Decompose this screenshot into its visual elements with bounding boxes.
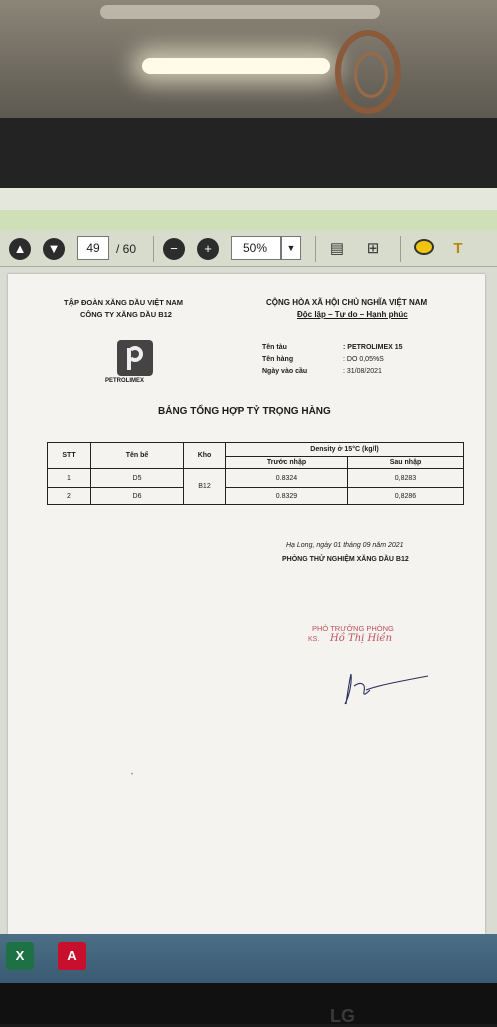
signature-icon	[336, 670, 431, 710]
cell-before: 0.8329	[226, 488, 348, 505]
background-room	[0, 0, 497, 118]
header-before: Trước nhập	[226, 457, 348, 469]
department: PHÒNG THỬ NGHIỆM XĂNG DẦU B12	[282, 556, 409, 563]
petrolimex-logo-icon	[117, 340, 153, 376]
cell-stt: 2	[48, 488, 91, 505]
signer-prefix: KS.	[308, 636, 320, 643]
cell-after: 0,8283	[348, 469, 464, 488]
page-count: / 60	[116, 242, 137, 256]
meta-value: : 31/08/2021	[343, 368, 382, 375]
table-row	[48, 488, 464, 505]
monitor-top-bezel	[0, 118, 497, 188]
cell-before: 0.8324	[226, 469, 348, 488]
density-table	[47, 442, 464, 505]
cell-after: 0,8286	[348, 488, 464, 505]
save-icon[interactable]: ▤	[329, 240, 345, 257]
cell-stt: 1	[48, 469, 91, 488]
comment-icon[interactable]	[414, 239, 434, 255]
meta-label: Ngày vào cầu	[262, 368, 308, 375]
toolbar-divider	[153, 236, 154, 262]
meta-value: : DO 0,05%S	[343, 356, 384, 363]
ceiling-lamp	[142, 58, 330, 74]
header-after: Sau nhập	[348, 457, 464, 469]
meta-label: Tên tàu	[262, 344, 287, 351]
page-dot: •	[131, 772, 134, 778]
monitor-bottom-bezel	[0, 983, 497, 1024]
ceiling-light-reflection	[100, 5, 380, 19]
org-left-line1: TẬP ĐOÀN XĂNG DẦU VIỆT NAM	[64, 298, 184, 307]
org-left-line2: CÔNG TY XĂNG DẦU B12	[80, 310, 172, 319]
wall-ornament	[335, 30, 401, 114]
signer-name: Hồ Thị Hiền	[330, 633, 393, 644]
pdf-toolbar	[0, 230, 497, 267]
pdf-icon[interactable]: A	[58, 942, 86, 970]
zoom-value: 50%	[243, 241, 268, 255]
header-kho: Kho	[184, 443, 226, 469]
page-number-input[interactable]: 49	[77, 236, 109, 260]
fit-page-icon[interactable]: ⊞	[366, 240, 380, 257]
header-tank: Tên bể	[91, 443, 184, 469]
zoom-select[interactable]	[231, 236, 281, 260]
header-stt: STT	[48, 443, 91, 469]
toolbar-divider	[315, 236, 316, 262]
org-right-line1: CỘNG HÒA XÃ HỘI CHỦ NGHĨA VIỆT NAM	[266, 298, 428, 307]
cell-kho: B12	[184, 469, 226, 505]
cell-tank: D6	[91, 488, 184, 505]
monitor-brand-logo: LG	[330, 1006, 355, 1026]
meta-value: : PETROLIMEX 15	[343, 344, 403, 351]
screen	[0, 188, 497, 983]
signer-position: PHÓ TRƯỞNG PHÒNG	[312, 624, 394, 633]
highlight-text-icon[interactable]: T	[453, 240, 463, 257]
excel-icon[interactable]: X	[6, 942, 34, 970]
header-density: Density ở 15°C (kg/l)	[226, 443, 464, 457]
chevron-down-icon[interactable]: ▼	[281, 236, 301, 260]
zoom-out-icon[interactable]: −	[163, 238, 185, 260]
arrow-down-icon[interactable]: ▼	[43, 238, 65, 260]
taskbar	[0, 934, 497, 983]
table-row	[48, 469, 464, 488]
menu-band	[0, 210, 497, 230]
document-page	[8, 274, 485, 934]
document-title: BẢNG TỔNG HỢP TỶ TRỌNG HÀNG	[158, 406, 331, 417]
zoom-in-icon[interactable]: +	[197, 238, 219, 260]
logo-text: PETROLIMEX	[105, 378, 145, 384]
motto: Độc lập – Tự do – Hạnh phúc	[297, 310, 408, 319]
cell-tank: D5	[91, 469, 184, 488]
arrow-up-icon[interactable]: ▲	[9, 238, 31, 260]
date-line: Hạ Long, ngày 01 tháng 09 năm 2021	[286, 542, 404, 549]
meta-label: Tên hàng	[262, 356, 294, 363]
window-title-area	[0, 188, 497, 210]
toolbar-divider	[400, 236, 401, 262]
